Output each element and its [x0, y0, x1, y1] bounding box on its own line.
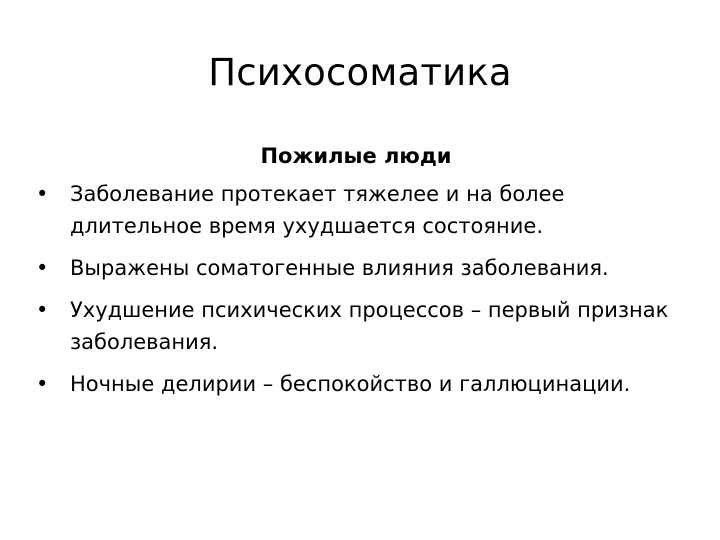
bullet-item — [36, 178, 676, 242]
slide-title: Психосоматика — [208, 51, 512, 94]
bullet-text: Заболевание протекает тяжелее и на более длительное время ухудшается состояние. — [70, 182, 565, 238]
bullet-icon: • — [36, 372, 49, 396]
bullet-text: Ухудшение психических процессов – первый признак заболевания. — [70, 298, 669, 354]
bullet-text: Выражены соматогенные влияния заболевания. — [70, 256, 609, 280]
bullet-item — [36, 252, 676, 284]
bullet-item — [36, 294, 676, 358]
slide-content — [36, 138, 676, 410]
bullet-icon: • — [36, 256, 49, 280]
slide-subtitle: Пожилые люди — [260, 144, 452, 168]
bullet-text: Ночные делирии – беспокойство и галлюцинации. — [70, 372, 631, 396]
bullet-item — [36, 368, 676, 400]
bullet-list — [36, 178, 676, 400]
bullet-icon: • — [36, 298, 49, 322]
bullet-icon: • — [36, 182, 49, 206]
